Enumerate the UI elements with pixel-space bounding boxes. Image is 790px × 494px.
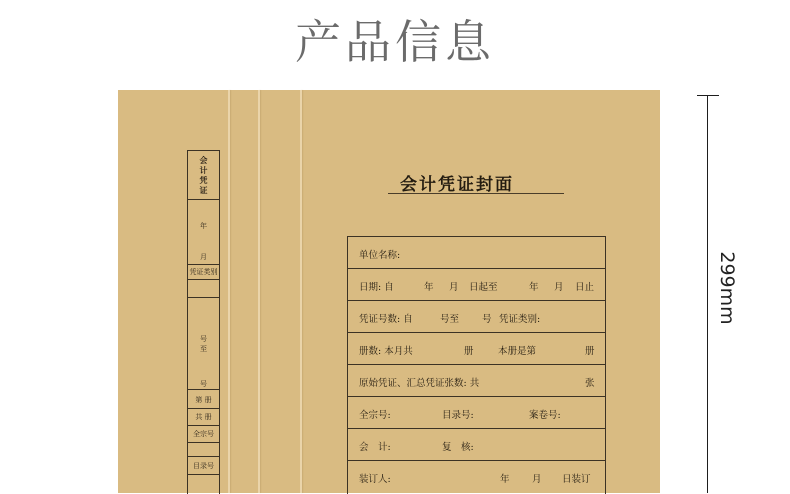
spine-category: 凭证类别 <box>189 268 218 276</box>
fold-line <box>228 90 230 493</box>
spine-mulu: 目录号 <box>193 462 214 470</box>
form-row-accounting: 会 计: 复 核: <box>348 429 605 461</box>
voucher-cover-image <box>118 90 660 493</box>
spine-table <box>187 150 220 494</box>
form-row-date: 日期: 自 年 月 日起至 年 月 日止 <box>348 269 605 301</box>
form-row-voucher-no: 凭证号数: 自 号至 号 凭证类别: <box>348 301 605 333</box>
fold-line <box>258 90 260 493</box>
spine-title: 会计凭证 <box>199 155 208 195</box>
spine-hao-zhi: 号至 <box>200 335 207 353</box>
spine-year: 年 <box>200 222 207 230</box>
form-row-volumes: 册数: 本月共 册 本册是第 册 <box>348 333 605 365</box>
spine-quanzong: 全宗号 <box>193 430 214 438</box>
form-row-originals: 原始凭证、汇总凭证张数: 共 张 <box>348 365 605 397</box>
form-row-archive: 全宗号: 目录号: 案卷号: <box>348 397 605 429</box>
spine-hao: 号 <box>200 380 207 388</box>
section-heading: 产品信息 <box>295 15 495 69</box>
title-underline <box>388 193 564 194</box>
cover-title: 会计凭证封面 <box>400 175 514 195</box>
dimension-label: 299mm <box>716 251 738 325</box>
form-row-unit: 单位名称: <box>348 237 605 269</box>
cover-form-table <box>347 236 606 494</box>
dimension-line <box>707 96 708 493</box>
spine-di-ce: 第 册 <box>195 396 212 404</box>
form-row-binding: 装订人: 年 月 日装订 <box>359 474 591 485</box>
spine-gong-ce: 共 册 <box>195 413 212 421</box>
dimension-cap <box>697 95 719 96</box>
fold-line <box>300 90 302 493</box>
spine-month: 月 <box>200 253 207 261</box>
